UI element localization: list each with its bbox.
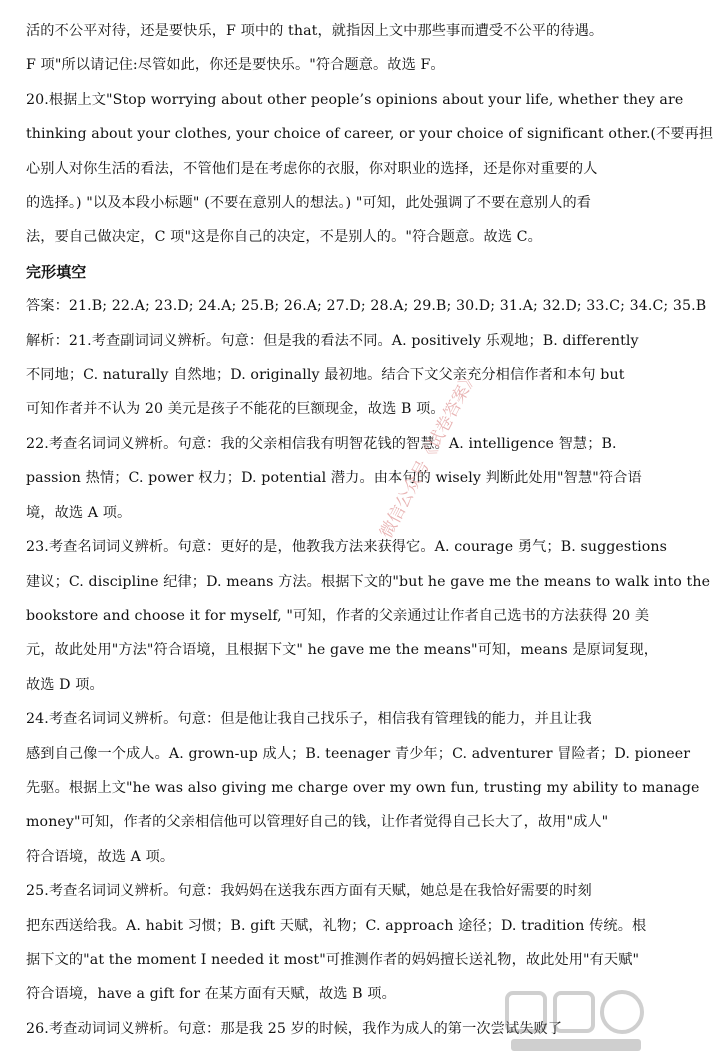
text-line: 活的不公平对待，还是要快乐，F 项中的 that，就指因上文中那些事而遭受不公平的待遇。 <box>26 23 604 39</box>
text-line: money"可知，作者的父亲相信他可以管理好自己的钱，让作者觉得自己长大了，故用"成人" <box>26 814 609 831</box>
text-line: 据下文的"at the moment I needed it most"可推测作者的妈妈擅长送礼物，故此处用"有天赋" <box>26 951 640 968</box>
text-line: 心别人对你生活的看法，不管他们是在考虑你的衣服，你对职业的选择，还是你对重要的人 <box>26 160 598 177</box>
text-line: 把东西送给我。A. habit 习惯；B. gift 天赋，礼物；C. approach 途径；D. tradition 传统。根 <box>26 917 647 934</box>
text-line: 25.考查名词词义辨析。句意：我妈妈在送我东西方面有天赋，她总是在我恰好需要的时刻 <box>26 883 592 900</box>
text-line: bookstore and choose it for myself, "可知，作者的父亲通过让作者自己选书的方法获得 20 美 <box>26 607 650 624</box>
text-line: 的选择。) "以及本段小标题" (不要在意别人的想法。) "可知，此处强调了不要在意别人的看 <box>26 195 592 212</box>
text-line: 先驱。根据上文"he was also giving me charge over my own fun, trusting my ability to manage <box>26 779 700 796</box>
text-line: 23.考查名词词义辨析。句意：更好的是，他教我方法来获得它。A. courage 勇气；B. suggestions <box>26 539 668 556</box>
watermark-text: 微信公众号《试卷答案》 <box>376 367 482 542</box>
text-line: 解析：21.考查副词词义辨析。句意：但是我的看法不同。A. positively 乐观地；B. differently <box>26 332 639 349</box>
text-line: 答案：21.B; 22.A; 23.D; 24.A; 25.B; 26.A; 27.D; 28.A; 29.B; 30.D; 31.A; 32.D; 33.C; 34.C; 35.B <box>26 298 707 315</box>
text-line: thinking about your clothes, your choice of career, or your choice of significant other.(不要再担 <box>26 126 713 143</box>
text-line: 法，要自己做决定，C 项"这是你自己的决定，不是别人的。"符合题意。故选 C。 <box>26 229 542 246</box>
text-line: 20.根据上文"Stop worrying about other people’s opinions about your life, whether they are <box>26 91 684 108</box>
text-line: 感到自己像一个成人。A. grown-up 成人；B. teenager 青少年；C. adventurer 冒险者；D. pioneer <box>26 745 691 762</box>
text-line: 故选 D 项。 <box>26 676 104 693</box>
text-line: 不同地；C. naturally 自然地；D. originally 最初地。结合下文父亲充分相信作者和本句 but <box>26 367 625 384</box>
text-line: F 项"所以请记住:尽管如此，你还是要快乐。"符合题意。故选 F。 <box>26 57 445 74</box>
text-line: 24.考查名词词义辨析。句意：但是他让我自己找乐子，相信我有管理钱的能力，并且让我 <box>26 711 592 728</box>
text-line: 境，故选 A 项。 <box>26 504 132 521</box>
text-line: passion 热情；C. power 权力；D. potential 潜力。由本句的 wisely 判断此处用"智慧"符合语 <box>26 470 642 487</box>
text-line: 符合语境，have a gift for 在某方面有天赋，故选 B 项。 <box>26 986 396 1003</box>
text-line: 22.考查名词词义辨析。句意：我的父亲相信我有明智花钱的智慧。A. intelligence 智慧；B. <box>26 435 617 452</box>
text-line: 26.考查动词词义辨析。句意：那是我 25 岁的时候，我作为成人的第一次尝试失败了 <box>26 1020 563 1037</box>
section-heading: 完形填空 <box>26 262 87 281</box>
text-line: 符合语境，故选 A 项。 <box>26 848 175 865</box>
text-line: 可知作者并不认为 20 美元是孩子不能花的巨额现金，故选 B 项。 <box>26 401 445 418</box>
text-line: 建议；C. discipline 纪律；D. means 方法。根据下文的"but he gave me the means to walk into the <box>26 573 711 590</box>
text-line: 元，故此处用"方法"符合语境，且根据下文" he gave me the means"可知，means 是原词复现， <box>26 642 659 659</box>
